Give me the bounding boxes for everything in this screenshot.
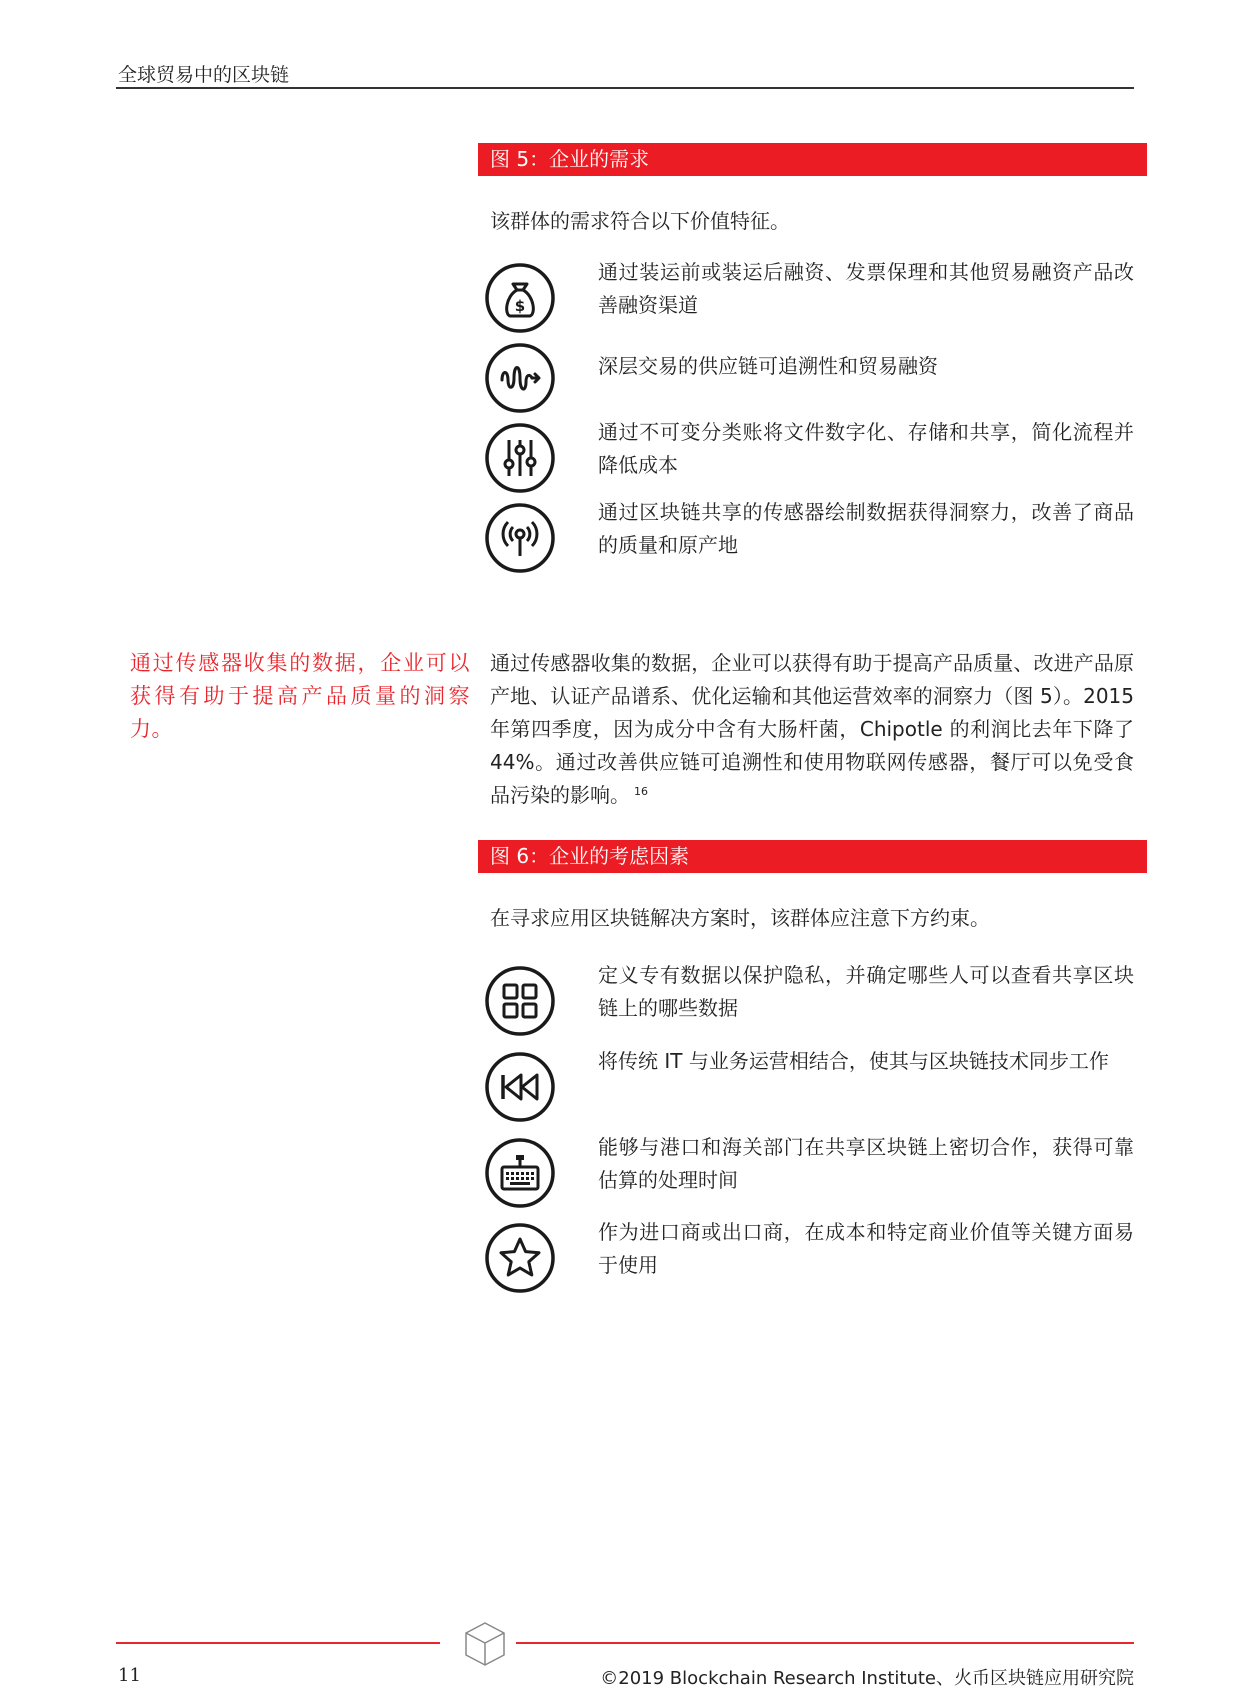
cube-logo-icon xyxy=(463,1620,507,1668)
money-bag-icon xyxy=(484,262,556,334)
figure-5-item-text: 通过不可变分类账将文件数字化、存储和共享，简化流程并降低成本 xyxy=(598,420,1134,477)
figure-5-item-text: 通过区块链共享的传感器绘制数据获得洞察力，改善了商品的质量和原产地 xyxy=(598,500,1134,557)
body-paragraph-text: 通过传感器收集的数据，企业可以获得有助于提高产品质量、改进产品原产地、认证产品谱系、优化运输和其他运营效率的洞察力（图 5）。2015 年第四季度，因为成分中含有大肠杆菌，Chipotle 的利润比去年下降了 44%。通过改善供应链可追溯性和使用物联网传感器，餐厅可以免受食品污染的影响。 xyxy=(490,651,1134,807)
figure-6-item-text: 能够与港口和海关部门在共享区块链上密切合作，获得可靠估算的处理时间 xyxy=(598,1135,1134,1192)
figure-6-item xyxy=(484,1051,1134,1131)
keyboard-icon xyxy=(484,1137,556,1209)
figure-6-item-text: 将传统 IT 与业务运营相结合，使其与区块链技术同步工作 xyxy=(598,1049,1109,1073)
footer-divider-right xyxy=(516,1642,1134,1644)
figure-6-intro: 在寻求应用区块链解决方案时，该群体应注意下方约束。 xyxy=(490,906,990,930)
body-paragraph xyxy=(490,647,1134,812)
figure-5-intro: 该群体的需求符合以下价值特征。 xyxy=(490,209,790,233)
figure-5-title-bar: 图 5：企业的需求 xyxy=(478,143,1147,176)
figure-6-title-bar: 图 6：企业的考虑因素 xyxy=(478,840,1147,873)
copyright-notice: ©2019 Blockchain Research Institute、火币区块链应用研究院 xyxy=(600,1668,1134,1689)
figure-5-item xyxy=(484,422,1134,502)
figure-5-item xyxy=(484,502,1134,582)
running-header-title: 全球贸易中的区块链 xyxy=(118,64,290,86)
figure-6-item-text: 作为进口商或出口商，在成本和特定商业价值等关键方面易于使用 xyxy=(598,1220,1134,1277)
pull-quote: 通过传感器收集的数据，企业可以获得有助于提高产品质量的洞察力。 xyxy=(130,651,470,741)
grid-icon xyxy=(484,965,556,1037)
figure-5-item-text: 通过装运前或装运后融资、发票保理和其他贸易融资产品改善融资渠道 xyxy=(598,260,1134,317)
figure-6-item-text: 定义专有数据以保护隐私，并确定哪些人可以查看共享区块链上的哪些数据 xyxy=(598,963,1134,1020)
wave-arrow-icon xyxy=(484,342,556,414)
star-icon xyxy=(484,1222,556,1294)
header-divider xyxy=(116,87,1134,89)
footnote-reference[interactable]: 16 xyxy=(634,785,648,798)
page-number: 11 xyxy=(118,1665,141,1686)
rewind-icon xyxy=(484,1051,556,1123)
figure-6-item xyxy=(484,965,1134,1045)
figure-5-item-text: 深层交易的供应链可追溯性和贸易融资 xyxy=(598,354,938,378)
footer-divider-left xyxy=(116,1642,440,1644)
figure-6-item xyxy=(484,1222,1134,1302)
figure-6-item xyxy=(484,1137,1134,1217)
sliders-icon xyxy=(484,422,556,494)
figure-5-item xyxy=(484,342,1134,422)
figure-5-item xyxy=(484,262,1134,342)
svg-text:$: $ xyxy=(514,297,526,315)
sensor-signal-icon xyxy=(484,502,556,574)
